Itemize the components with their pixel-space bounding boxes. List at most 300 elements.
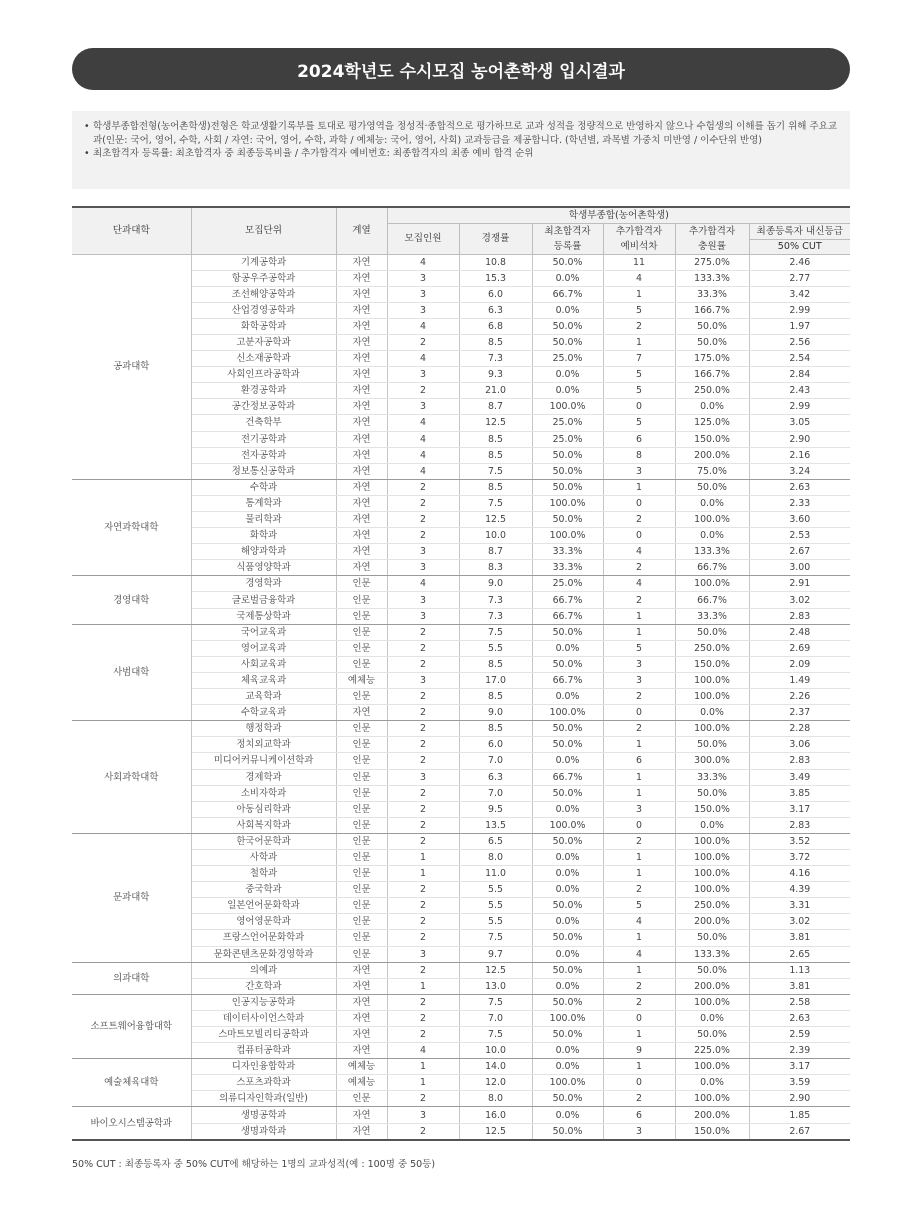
cell-unit: 사학과 <box>191 849 336 865</box>
cell-unit: 정치외교학과 <box>191 737 336 753</box>
cell-rate: 8.7 <box>459 544 532 560</box>
cell-track: 자연 <box>336 544 387 560</box>
cell-quota: 2 <box>387 689 459 705</box>
cell-rate: 5.5 <box>459 882 532 898</box>
cell-quota: 2 <box>387 528 459 544</box>
cell-rate: 8.5 <box>459 656 532 672</box>
cell-unit: 전기공학과 <box>191 431 336 447</box>
cell-wait: 3 <box>603 801 675 817</box>
cell-extra: 133.3% <box>675 544 749 560</box>
cell-unit: 기계공학과 <box>191 254 336 270</box>
cell-extra: 33.3% <box>675 769 749 785</box>
cell-extra: 150.0% <box>675 656 749 672</box>
cell-unit: 소비자학과 <box>191 785 336 801</box>
cell-wait: 2 <box>603 1091 675 1107</box>
notes-box <box>72 111 850 189</box>
cell-rate: 17.0 <box>459 672 532 688</box>
cell-track: 자연 <box>336 1027 387 1043</box>
cell-grade: 4.39 <box>749 882 850 898</box>
cell-unit: 문화콘텐츠문화경영학과 <box>191 946 336 962</box>
cell-rate: 7.0 <box>459 1010 532 1026</box>
bullet: • <box>84 121 90 132</box>
cell-quota: 2 <box>387 833 459 849</box>
cell-first-reg: 0.0% <box>532 270 603 286</box>
cell-wait: 1 <box>603 608 675 624</box>
cell-first-reg: 50.0% <box>532 833 603 849</box>
cell-first-reg: 33.3% <box>532 560 603 576</box>
cell-wait: 5 <box>603 898 675 914</box>
cell-grade: 2.67 <box>749 544 850 560</box>
cell-first-reg: 50.0% <box>532 930 603 946</box>
cell-grade: 2.48 <box>749 624 850 640</box>
cell-wait: 1 <box>603 962 675 978</box>
cell-track: 인문 <box>336 801 387 817</box>
cell-extra: 75.0% <box>675 463 749 479</box>
cell-college: 사범대학 <box>72 624 191 721</box>
cell-track: 자연 <box>336 351 387 367</box>
cell-wait: 11 <box>603 254 675 270</box>
cell-rate: 7.5 <box>459 930 532 946</box>
cell-extra: 150.0% <box>675 1123 749 1140</box>
cell-extra: 50.0% <box>675 1027 749 1043</box>
cell-rate: 6.5 <box>459 833 532 849</box>
header-grade-sub: 50% CUT <box>749 239 850 254</box>
cell-track: 자연 <box>336 962 387 978</box>
cell-grade: 3.06 <box>749 737 850 753</box>
header-first-reg-sub: 등록률 <box>532 239 603 254</box>
bullet: • <box>84 148 90 159</box>
cell-first-reg: 66.7% <box>532 672 603 688</box>
cell-quota: 2 <box>387 479 459 495</box>
cell-track: 자연 <box>336 1123 387 1140</box>
cell-quota: 3 <box>387 302 459 318</box>
cell-quota: 4 <box>387 431 459 447</box>
cell-rate: 12.5 <box>459 512 532 528</box>
cell-wait: 1 <box>603 930 675 946</box>
cell-first-reg: 50.0% <box>532 334 603 350</box>
cell-first-reg: 100.0% <box>532 705 603 721</box>
cell-wait: 1 <box>603 624 675 640</box>
cell-grade: 2.09 <box>749 656 850 672</box>
cell-wait: 1 <box>603 737 675 753</box>
cell-grade: 2.83 <box>749 817 850 833</box>
cell-wait: 1 <box>603 1059 675 1075</box>
cell-track: 자연 <box>336 254 387 270</box>
cell-unit: 아동심리학과 <box>191 801 336 817</box>
cell-first-reg: 50.0% <box>532 624 603 640</box>
cell-quota: 4 <box>387 351 459 367</box>
cell-quota: 2 <box>387 705 459 721</box>
cell-track: 자연 <box>336 334 387 350</box>
cell-wait: 1 <box>603 849 675 865</box>
cell-extra: 0.0% <box>675 528 749 544</box>
cell-grade: 2.37 <box>749 705 850 721</box>
cell-rate: 7.0 <box>459 785 532 801</box>
cell-first-reg: 50.0% <box>532 512 603 528</box>
cell-rate: 5.5 <box>459 914 532 930</box>
cell-first-reg: 0.0% <box>532 1059 603 1075</box>
cell-extra: 50.0% <box>675 930 749 946</box>
cell-first-reg: 33.3% <box>532 544 603 560</box>
cell-first-reg: 0.0% <box>532 640 603 656</box>
cell-unit: 데이터사이언스학과 <box>191 1010 336 1026</box>
cell-wait: 3 <box>603 672 675 688</box>
cell-unit: 의예과 <box>191 962 336 978</box>
cell-wait: 1 <box>603 785 675 801</box>
cell-quota: 2 <box>387 721 459 737</box>
table-row <box>72 254 850 270</box>
cell-track: 자연 <box>336 512 387 528</box>
cell-grade: 2.99 <box>749 302 850 318</box>
cell-college: 공과대학 <box>72 254 191 479</box>
cell-quota: 2 <box>387 882 459 898</box>
cell-track: 인문 <box>336 817 387 833</box>
cell-track: 자연 <box>336 318 387 334</box>
cell-wait: 6 <box>603 431 675 447</box>
cell-wait: 4 <box>603 914 675 930</box>
cell-extra: 33.3% <box>675 608 749 624</box>
cell-wait: 2 <box>603 721 675 737</box>
cell-quota: 3 <box>387 769 459 785</box>
cell-rate: 7.5 <box>459 624 532 640</box>
cell-quota: 4 <box>387 318 459 334</box>
cell-track: 자연 <box>336 1043 387 1059</box>
cell-unit: 고분자공학과 <box>191 334 336 350</box>
cell-first-reg: 66.7% <box>532 769 603 785</box>
cell-quota: 2 <box>387 785 459 801</box>
cell-grade: 3.02 <box>749 914 850 930</box>
cell-quota: 2 <box>387 1027 459 1043</box>
cell-rate: 8.0 <box>459 1091 532 1107</box>
cell-wait: 8 <box>603 447 675 463</box>
cell-wait: 2 <box>603 994 675 1010</box>
cell-quota: 2 <box>387 334 459 350</box>
cell-extra: 100.0% <box>675 672 749 688</box>
cell-wait: 2 <box>603 978 675 994</box>
cell-rate: 9.3 <box>459 367 532 383</box>
header-wait: 추가합격자 <box>603 223 675 239</box>
cell-grade: 2.91 <box>749 576 850 592</box>
cell-extra: 50.0% <box>675 479 749 495</box>
cell-track: 인문 <box>336 737 387 753</box>
cell-wait: 4 <box>603 576 675 592</box>
cell-unit: 미디어커뮤니케이션학과 <box>191 753 336 769</box>
cell-wait: 4 <box>603 946 675 962</box>
cell-extra: 0.0% <box>675 817 749 833</box>
cell-rate: 7.5 <box>459 495 532 511</box>
cell-rate: 8.7 <box>459 399 532 415</box>
cell-grade: 2.33 <box>749 495 850 511</box>
cell-wait: 2 <box>603 833 675 849</box>
cell-track: 자연 <box>336 286 387 302</box>
cell-extra: 100.0% <box>675 882 749 898</box>
cell-grade: 2.67 <box>749 1123 850 1140</box>
cell-wait: 1 <box>603 769 675 785</box>
header-group: 학생부종합(농어촌학생) <box>387 207 850 223</box>
cell-unit: 사회교육과 <box>191 656 336 672</box>
cell-rate: 9.0 <box>459 576 532 592</box>
cell-extra: 250.0% <box>675 640 749 656</box>
cell-quota: 3 <box>387 592 459 608</box>
cell-track: 자연 <box>336 367 387 383</box>
cell-grade: 2.69 <box>749 640 850 656</box>
cell-unit: 사회인프라공학과 <box>191 367 336 383</box>
cell-track: 예체능 <box>336 1075 387 1091</box>
cell-unit: 국어교육과 <box>191 624 336 640</box>
cell-extra: 50.0% <box>675 334 749 350</box>
cell-extra: 0.0% <box>675 1075 749 1091</box>
cell-track: 자연 <box>336 1010 387 1026</box>
cell-first-reg: 50.0% <box>532 318 603 334</box>
cell-unit: 통계학과 <box>191 495 336 511</box>
cell-unit: 산업경영공학과 <box>191 302 336 318</box>
cell-unit: 철학과 <box>191 866 336 882</box>
cell-extra: 0.0% <box>675 495 749 511</box>
cell-extra: 300.0% <box>675 753 749 769</box>
cell-wait: 6 <box>603 1107 675 1123</box>
cell-quota: 2 <box>387 962 459 978</box>
cell-quota: 1 <box>387 849 459 865</box>
cell-wait: 1 <box>603 286 675 302</box>
cell-unit: 의류디자인학과(일반) <box>191 1091 336 1107</box>
cell-wait: 0 <box>603 705 675 721</box>
cell-extra: 0.0% <box>675 1010 749 1026</box>
cell-grade: 3.49 <box>749 769 850 785</box>
cell-unit: 전자공학과 <box>191 447 336 463</box>
cell-grade: 2.84 <box>749 367 850 383</box>
cell-wait: 2 <box>603 512 675 528</box>
cell-grade: 3.72 <box>749 849 850 865</box>
cell-extra: 150.0% <box>675 801 749 817</box>
cell-wait: 2 <box>603 882 675 898</box>
cell-quota: 2 <box>387 801 459 817</box>
cell-quota: 3 <box>387 399 459 415</box>
cell-college: 경영대학 <box>72 576 191 624</box>
cell-rate: 8.5 <box>459 721 532 737</box>
cell-unit: 신소재공학과 <box>191 351 336 367</box>
cell-extra: 100.0% <box>675 866 749 882</box>
cell-wait: 9 <box>603 1043 675 1059</box>
cell-first-reg: 50.0% <box>532 463 603 479</box>
cell-quota: 3 <box>387 367 459 383</box>
cell-extra: 100.0% <box>675 1091 749 1107</box>
cell-grade: 3.02 <box>749 592 850 608</box>
cell-first-reg: 0.0% <box>532 978 603 994</box>
cell-wait: 1 <box>603 866 675 882</box>
cell-wait: 5 <box>603 383 675 399</box>
cell-unit: 환경공학과 <box>191 383 336 399</box>
cell-rate: 5.5 <box>459 898 532 914</box>
table-row <box>72 994 850 1010</box>
header-extra-sub: 충원률 <box>675 239 749 254</box>
cell-unit: 화학과 <box>191 528 336 544</box>
cell-first-reg: 25.0% <box>532 431 603 447</box>
cell-unit: 영어교육과 <box>191 640 336 656</box>
cell-rate: 8.0 <box>459 849 532 865</box>
cell-extra: 100.0% <box>675 833 749 849</box>
cell-wait: 1 <box>603 479 675 495</box>
cell-rate: 7.5 <box>459 1027 532 1043</box>
cell-unit: 해양과학과 <box>191 544 336 560</box>
cell-track: 인문 <box>336 898 387 914</box>
cell-first-reg: 0.0% <box>532 914 603 930</box>
cell-wait: 2 <box>603 689 675 705</box>
note-item <box>84 120 838 147</box>
header-rate: 경쟁률 <box>459 223 532 254</box>
cell-first-reg: 50.0% <box>532 656 603 672</box>
cell-grade: 2.16 <box>749 447 850 463</box>
cell-unit: 식품영양학과 <box>191 560 336 576</box>
cell-track: 인문 <box>336 914 387 930</box>
cell-wait: 0 <box>603 528 675 544</box>
cell-first-reg: 50.0% <box>532 737 603 753</box>
cell-unit: 글로벌금융학과 <box>191 592 336 608</box>
cell-grade: 1.49 <box>749 672 850 688</box>
cell-unit: 체육교육과 <box>191 672 336 688</box>
cell-track: 자연 <box>336 705 387 721</box>
cell-grade: 2.63 <box>749 1010 850 1026</box>
cell-grade: 2.53 <box>749 528 850 544</box>
cell-quota: 3 <box>387 286 459 302</box>
cell-unit: 공간정보공학과 <box>191 399 336 415</box>
cell-first-reg: 0.0% <box>532 302 603 318</box>
cell-track: 자연 <box>336 479 387 495</box>
cell-rate: 6.3 <box>459 302 532 318</box>
header-first-reg: 최초합격자 <box>532 223 603 239</box>
cell-first-reg: 100.0% <box>532 1010 603 1026</box>
cell-track: 인문 <box>336 769 387 785</box>
cell-track: 인문 <box>336 785 387 801</box>
table-row <box>72 624 850 640</box>
cell-quota: 2 <box>387 898 459 914</box>
cell-track: 예체능 <box>336 1059 387 1075</box>
cell-grade: 2.90 <box>749 1091 850 1107</box>
cell-first-reg: 50.0% <box>532 254 603 270</box>
cell-unit: 항공우주공학과 <box>191 270 336 286</box>
cell-unit: 수학과 <box>191 479 336 495</box>
cell-quota: 3 <box>387 608 459 624</box>
cell-first-reg: 50.0% <box>532 962 603 978</box>
cell-first-reg: 66.7% <box>532 608 603 624</box>
cell-track: 인문 <box>336 640 387 656</box>
cell-grade: 2.83 <box>749 753 850 769</box>
cell-rate: 12.5 <box>459 1123 532 1140</box>
cell-quota: 3 <box>387 270 459 286</box>
cell-track: 인문 <box>336 624 387 640</box>
header-extra: 추가합격자 <box>675 223 749 239</box>
cell-track: 인문 <box>336 946 387 962</box>
cell-quota: 2 <box>387 817 459 833</box>
cell-extra: 225.0% <box>675 1043 749 1059</box>
header-unit: 모집단위 <box>191 207 336 254</box>
cell-wait: 0 <box>603 399 675 415</box>
cell-rate: 13.5 <box>459 817 532 833</box>
cell-extra: 166.7% <box>675 367 749 383</box>
cell-quota: 2 <box>387 1123 459 1140</box>
cell-wait: 0 <box>603 817 675 833</box>
table-row <box>72 962 850 978</box>
cell-first-reg: 0.0% <box>532 801 603 817</box>
cell-rate: 11.0 <box>459 866 532 882</box>
cell-unit: 정보통신공학과 <box>191 463 336 479</box>
cell-rate: 8.5 <box>459 479 532 495</box>
cell-quota: 3 <box>387 544 459 560</box>
cell-unit: 인공지능공학과 <box>191 994 336 1010</box>
cell-grade: 2.26 <box>749 689 850 705</box>
cell-quota: 2 <box>387 1010 459 1026</box>
cell-track: 인문 <box>336 1091 387 1107</box>
cell-rate: 12.0 <box>459 1075 532 1091</box>
cell-rate: 16.0 <box>459 1107 532 1123</box>
cell-rate: 10.0 <box>459 528 532 544</box>
cell-track: 자연 <box>336 399 387 415</box>
cell-rate: 8.5 <box>459 334 532 350</box>
cell-rate: 9.5 <box>459 801 532 817</box>
cell-first-reg: 100.0% <box>532 495 603 511</box>
cell-unit: 간호학과 <box>191 978 336 994</box>
table-body <box>72 254 850 1140</box>
cell-rate: 6.0 <box>459 737 532 753</box>
header-track: 계열 <box>336 207 387 254</box>
cell-first-reg: 0.0% <box>532 753 603 769</box>
cell-unit: 경제학과 <box>191 769 336 785</box>
cell-track: 인문 <box>336 656 387 672</box>
cell-track: 인문 <box>336 689 387 705</box>
cell-quota: 2 <box>387 1091 459 1107</box>
cell-extra: 100.0% <box>675 994 749 1010</box>
cell-rate: 21.0 <box>459 383 532 399</box>
cell-wait: 3 <box>603 1123 675 1140</box>
cell-extra: 100.0% <box>675 849 749 865</box>
cell-first-reg: 100.0% <box>532 528 603 544</box>
cell-grade: 2.63 <box>749 479 850 495</box>
note-item <box>84 147 838 161</box>
cell-extra: 133.3% <box>675 946 749 962</box>
cell-quota: 4 <box>387 1043 459 1059</box>
cell-grade: 3.59 <box>749 1075 850 1091</box>
cell-extra: 175.0% <box>675 351 749 367</box>
cell-extra: 50.0% <box>675 737 749 753</box>
cell-wait: 4 <box>603 544 675 560</box>
cell-wait: 1 <box>603 1027 675 1043</box>
cell-extra: 50.0% <box>675 318 749 334</box>
cell-quota: 3 <box>387 946 459 962</box>
cell-wait: 0 <box>603 1010 675 1026</box>
cell-track: 인문 <box>336 882 387 898</box>
cell-rate: 5.5 <box>459 640 532 656</box>
cell-track: 인문 <box>336 608 387 624</box>
cell-quota: 2 <box>387 753 459 769</box>
cell-unit: 스포츠과학과 <box>191 1075 336 1091</box>
cell-extra: 200.0% <box>675 914 749 930</box>
cell-track: 예체능 <box>336 672 387 688</box>
cell-quota: 2 <box>387 737 459 753</box>
cell-quota: 1 <box>387 978 459 994</box>
cell-quota: 2 <box>387 640 459 656</box>
cell-unit: 경영학과 <box>191 576 336 592</box>
cell-quota: 3 <box>387 1107 459 1123</box>
footnote: 50% CUT : 최종등록자 중 50% CUT에 해당하는 1명의 교과성적(예 : 100명 중 50등) <box>72 1159 436 1170</box>
cell-grade: 3.81 <box>749 930 850 946</box>
cell-rate: 8.3 <box>459 560 532 576</box>
cell-first-reg: 0.0% <box>532 367 603 383</box>
cell-track: 자연 <box>336 463 387 479</box>
cell-quota: 2 <box>387 930 459 946</box>
cell-track: 자연 <box>336 447 387 463</box>
cell-extra: 250.0% <box>675 898 749 914</box>
cell-grade: 1.85 <box>749 1107 850 1123</box>
cell-quota: 4 <box>387 463 459 479</box>
